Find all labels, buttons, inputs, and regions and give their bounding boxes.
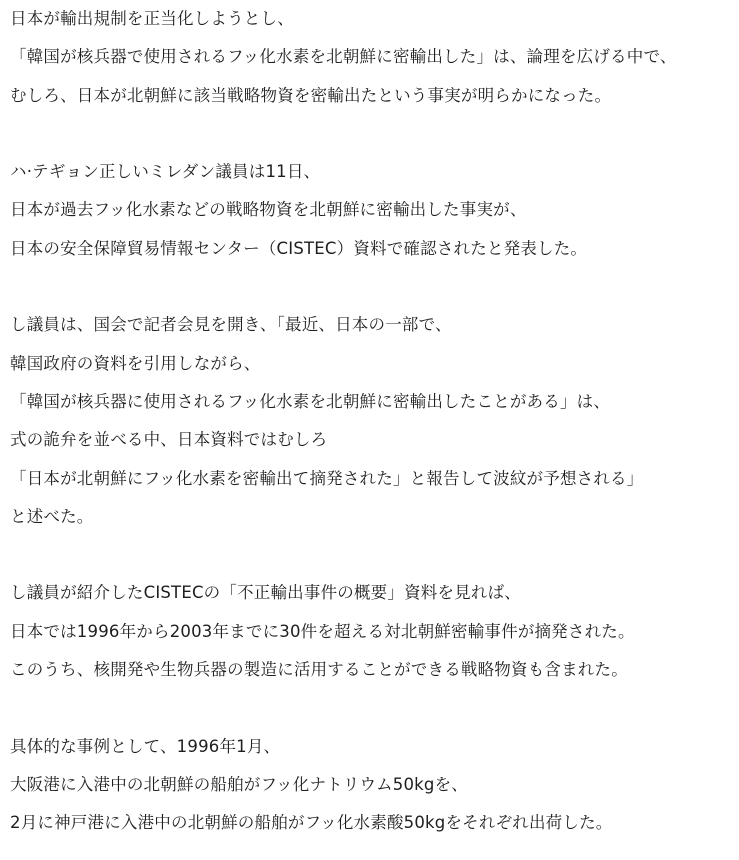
paragraph-gap	[10, 115, 735, 153]
paragraph-5	[10, 728, 735, 843]
text-line: 韓国政府の資料を引用しながら、	[10, 353, 261, 373]
text-line: 2月に神戸港に入港中の北朝鮮の船舶がフッ化水素酸50kgをそれぞれ出荷した。	[10, 813, 613, 833]
text-line: 大阪港に入港中の北朝鮮の船舶がフッ化ナトリウム50kgを、	[10, 774, 469, 794]
paragraph-gap	[10, 268, 735, 306]
text-line: し議員が紹介したCISTECの「不正輸出事件の概要」資料を見れば、	[10, 583, 521, 603]
text-line: 「韓国が核兵器に使用されるフッ化水素を北朝鮮に密輸出したことがある」は、	[10, 391, 611, 411]
text-line: むしろ、日本が北朝鮮に該当戦略物資を密輸出たという事実が明らかになった。	[10, 85, 612, 105]
text-line: ハ·テギョン正しいミレダン議員は11日、	[10, 162, 321, 182]
paragraph-gap	[10, 536, 735, 574]
text-line: 具体的な事例として、1996年1月、	[10, 736, 281, 756]
paragraph-2	[10, 153, 735, 268]
text-line: 日本では1996年から2003年までに30件を超える対北朝鮮密輸事件が摘発された。	[10, 621, 635, 641]
text-line: と述べた。	[10, 506, 94, 526]
text-line: 日本が輸出規制を正当化しようとし、	[10, 9, 294, 28]
text-line: 「日本が北朝鮮にフッ化水素を密輸出て摘発された」と報告して波紋が予想される」	[10, 468, 644, 488]
paragraph-1	[10, 0, 735, 115]
paragraph-4	[10, 574, 735, 689]
text-line: 「韓国が核兵器で使用されるフッ化水素を北朝鮮に密輸出した」は、論理を広げる中で、	[10, 47, 677, 67]
text-line: 式の詭弁を並べる中、日本資料ではむしろ	[10, 430, 328, 450]
paragraph-3	[10, 306, 735, 536]
article-body	[10, 0, 735, 843]
paragraph-gap	[10, 689, 735, 727]
text-line: 日本が過去フッ化水素などの戦略物資を北朝鮮に密輸出した事実が、	[10, 200, 527, 220]
text-line: 日本の安全保障貿易情報センター（CISTEC）資料で確認されたと発表した。	[10, 238, 588, 258]
text-line: このうち、核開発や生物兵器の製造に活用することができる戦略物資も含まれた。	[10, 660, 628, 680]
text-line: し議員は、国会で記者会見を開き、「最近、日本の一部で、	[10, 315, 452, 335]
